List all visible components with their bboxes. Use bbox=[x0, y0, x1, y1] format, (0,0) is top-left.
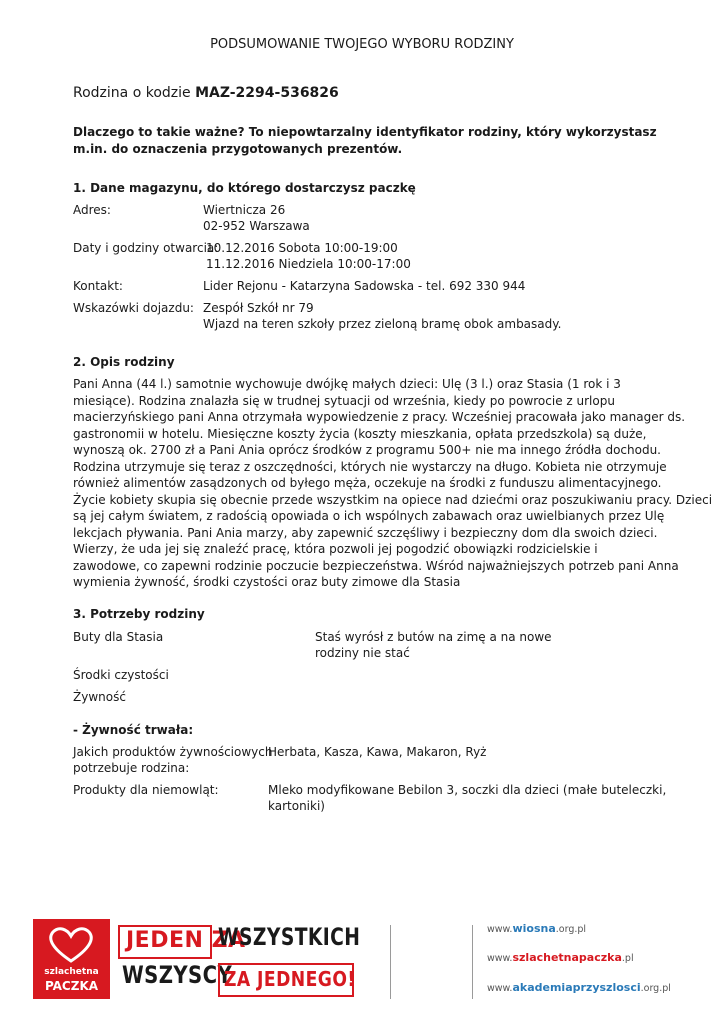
description-line: lekcjach pływania. Pani Ania marzy, aby zapewnić szczęśliwy i bezpieczny dom dla swoich dzieci. bbox=[73, 525, 658, 540]
hours-label: Daty i godziny otwarcia: bbox=[73, 241, 219, 255]
description-line: zawodowe, co zapewni rodzinie poczucie bezpieczeństwa. Wśród najważniejszych potrzeb pani Anna bbox=[73, 558, 679, 573]
family-code-label: Rodzina o kodzie bbox=[73, 85, 191, 101]
why-important-note: Dlaczego to takie ważne? To niepowtarzalny identyfikator rodziny, który wykorzystasz m.in. do oznaczenia przygotowanych prezentów. bbox=[73, 125, 657, 156]
description-line: Wierzy, że uda jej się znaleźć pracę, która pozwoli jej pogodzić obowiązki rodzicielskie i bbox=[73, 542, 598, 556]
directions-label: Wskazówki dojazdu: bbox=[73, 301, 194, 315]
address-line2: 02-952 Warszawa bbox=[203, 219, 310, 233]
link-szlachetnapaczka-name: szlachetnapaczka bbox=[512, 951, 622, 964]
slogan-part3: WSZYSCY bbox=[122, 961, 233, 989]
link-akademia-prefix: www. bbox=[487, 983, 513, 994]
heart-icon bbox=[33, 921, 110, 967]
description-line: wymienia żywność, środki czystości oraz buty zimowe dla Stasia bbox=[73, 575, 461, 589]
hours-line2: 11.12.2016 Niedziela 10:00-17:00 bbox=[206, 257, 411, 271]
directions-line2: Wjazd na teren szkoły przez zieloną bramę obok ambasady. bbox=[203, 317, 562, 331]
slogan bbox=[118, 919, 361, 1001]
description-line: Życie kobiety skupia się obecnie przede wszystkim na opiece nad dziećmi oraz poszukiwaniu pracy. Dzieci bbox=[73, 492, 713, 507]
logo-text-line2: PACZKA bbox=[44, 979, 99, 993]
link-akademiaprzyszlosci[interactable] bbox=[487, 981, 671, 994]
food-question1-line1: Jakich produktów żywnościowych bbox=[73, 745, 273, 759]
szlachetna-paczka-logo bbox=[33, 919, 110, 999]
family-code-line bbox=[73, 85, 339, 101]
slogan-part4: ZA JEDNEGO! bbox=[224, 967, 356, 991]
need-food-label: Żywność bbox=[73, 690, 126, 704]
description-line: są jej całym światem, z radością opowiada o ich wspólnych zabawach oraz uwielbianych przez Ulę bbox=[73, 509, 665, 523]
link-wiosna-suffix: .org.pl bbox=[555, 924, 587, 935]
link-akademia-suffix: .org.pl bbox=[640, 983, 671, 994]
contact-value: Lider Rejonu - Katarzyna Sadowska - tel. 692 330 944 bbox=[203, 279, 526, 293]
link-wiosna-prefix: www. bbox=[487, 924, 513, 935]
link-szlachetnapaczka[interactable] bbox=[487, 951, 634, 964]
address-line1: Wiertnicza 26 bbox=[203, 203, 286, 217]
link-akademia-name: akademiaprzyszlosci bbox=[512, 981, 641, 994]
food-answer2-line2: kartoniki) bbox=[268, 799, 325, 813]
description-line: macierzyńskiego pani Anna otrzymała wypowiedzenie z pracy. Wcześniej pracowała jako manager ds. bbox=[73, 410, 686, 424]
link-wiosna-name: wiosna bbox=[512, 922, 556, 935]
section-needs-heading: 3. Potrzeby rodziny bbox=[73, 607, 205, 621]
section-warehouse-heading: 1. Dane magazynu, do którego dostarczysz paczkę bbox=[73, 181, 416, 195]
food-question2: Produkty dla niemowląt: bbox=[73, 783, 219, 797]
slogan-part1: JEDEN ZA bbox=[126, 928, 246, 953]
food-answer1: Herbata, Kasza, Kawa, Makaron, Ryż bbox=[268, 745, 487, 759]
description-line: gastronomii w hotelu. Miesięczne koszty życia (koszty mieszkania, opłata przedszkola) są duże, bbox=[73, 426, 647, 441]
address-label: Adres: bbox=[73, 203, 111, 217]
footer bbox=[0, 905, 724, 1024]
food-heading: - Żywność trwała: bbox=[73, 723, 194, 737]
need-cleaning-label: Środki czystości bbox=[73, 668, 169, 682]
link-szlachetnapaczka-suffix: .pl bbox=[621, 953, 634, 964]
need-shoes-label: Buty dla Stasia bbox=[73, 630, 164, 644]
need-shoes-note-line1: Staś wyrósł z butów na zimę a na nowe bbox=[315, 630, 552, 644]
description-line: Pani Anna (44 l.) samotnie wychowuje dwójkę małych dzieci: Ulę (3 l.) oraz Stasia (1 rok i 3 bbox=[73, 377, 621, 391]
section-family-description-heading: 2. Opis rodziny bbox=[73, 355, 175, 369]
family-description bbox=[73, 376, 713, 591]
directions-line1: Zespół Szkół nr 79 bbox=[203, 301, 314, 315]
page-title: PODSUMOWANIE TWOJEGO WYBORU RODZINY bbox=[210, 37, 514, 52]
slogan-part2: WSZYSTKICH bbox=[218, 923, 361, 951]
hours-line1: 10.12.2016 Sobota 10:00-19:00 bbox=[206, 241, 398, 255]
description-line: Rodzina utrzymuje się teraz z oszczędności, których nie wystarczy na długo. Kobieta nie otrzymuje bbox=[73, 459, 667, 474]
food-answer2-line1: Mleko modyfikowane Bebilon 3, soczki dla dzieci (małe buteleczki, bbox=[268, 783, 667, 797]
description-line: również alimentów zasądzonych od byłego męża, oczekuje na środki z funduszu alimentacyjnego. bbox=[73, 476, 662, 490]
logo-text-line1: szlachetna bbox=[44, 967, 99, 977]
footer-divider-left bbox=[390, 925, 391, 999]
food-question1-line2: potrzebuje rodzina: bbox=[73, 761, 190, 775]
link-szlachetnapaczka-prefix: www. bbox=[487, 953, 513, 964]
description-line: wynoszą ok. 2700 zł a Pani Ania oprócz środków z programu 500+ nie ma innego źródła dochodu. bbox=[73, 443, 661, 457]
link-wiosna[interactable] bbox=[487, 922, 586, 935]
contact-label: Kontakt: bbox=[73, 279, 123, 293]
family-code-value: MAZ-2294-536826 bbox=[195, 85, 339, 101]
footer-divider-right bbox=[472, 925, 473, 999]
description-line: miesiące). Rodzina znalazła się w trudnej sytuacji od września, kiedy po powrocie z urlopu bbox=[73, 393, 615, 408]
need-shoes-note-line2: rodziny nie stać bbox=[315, 646, 410, 660]
